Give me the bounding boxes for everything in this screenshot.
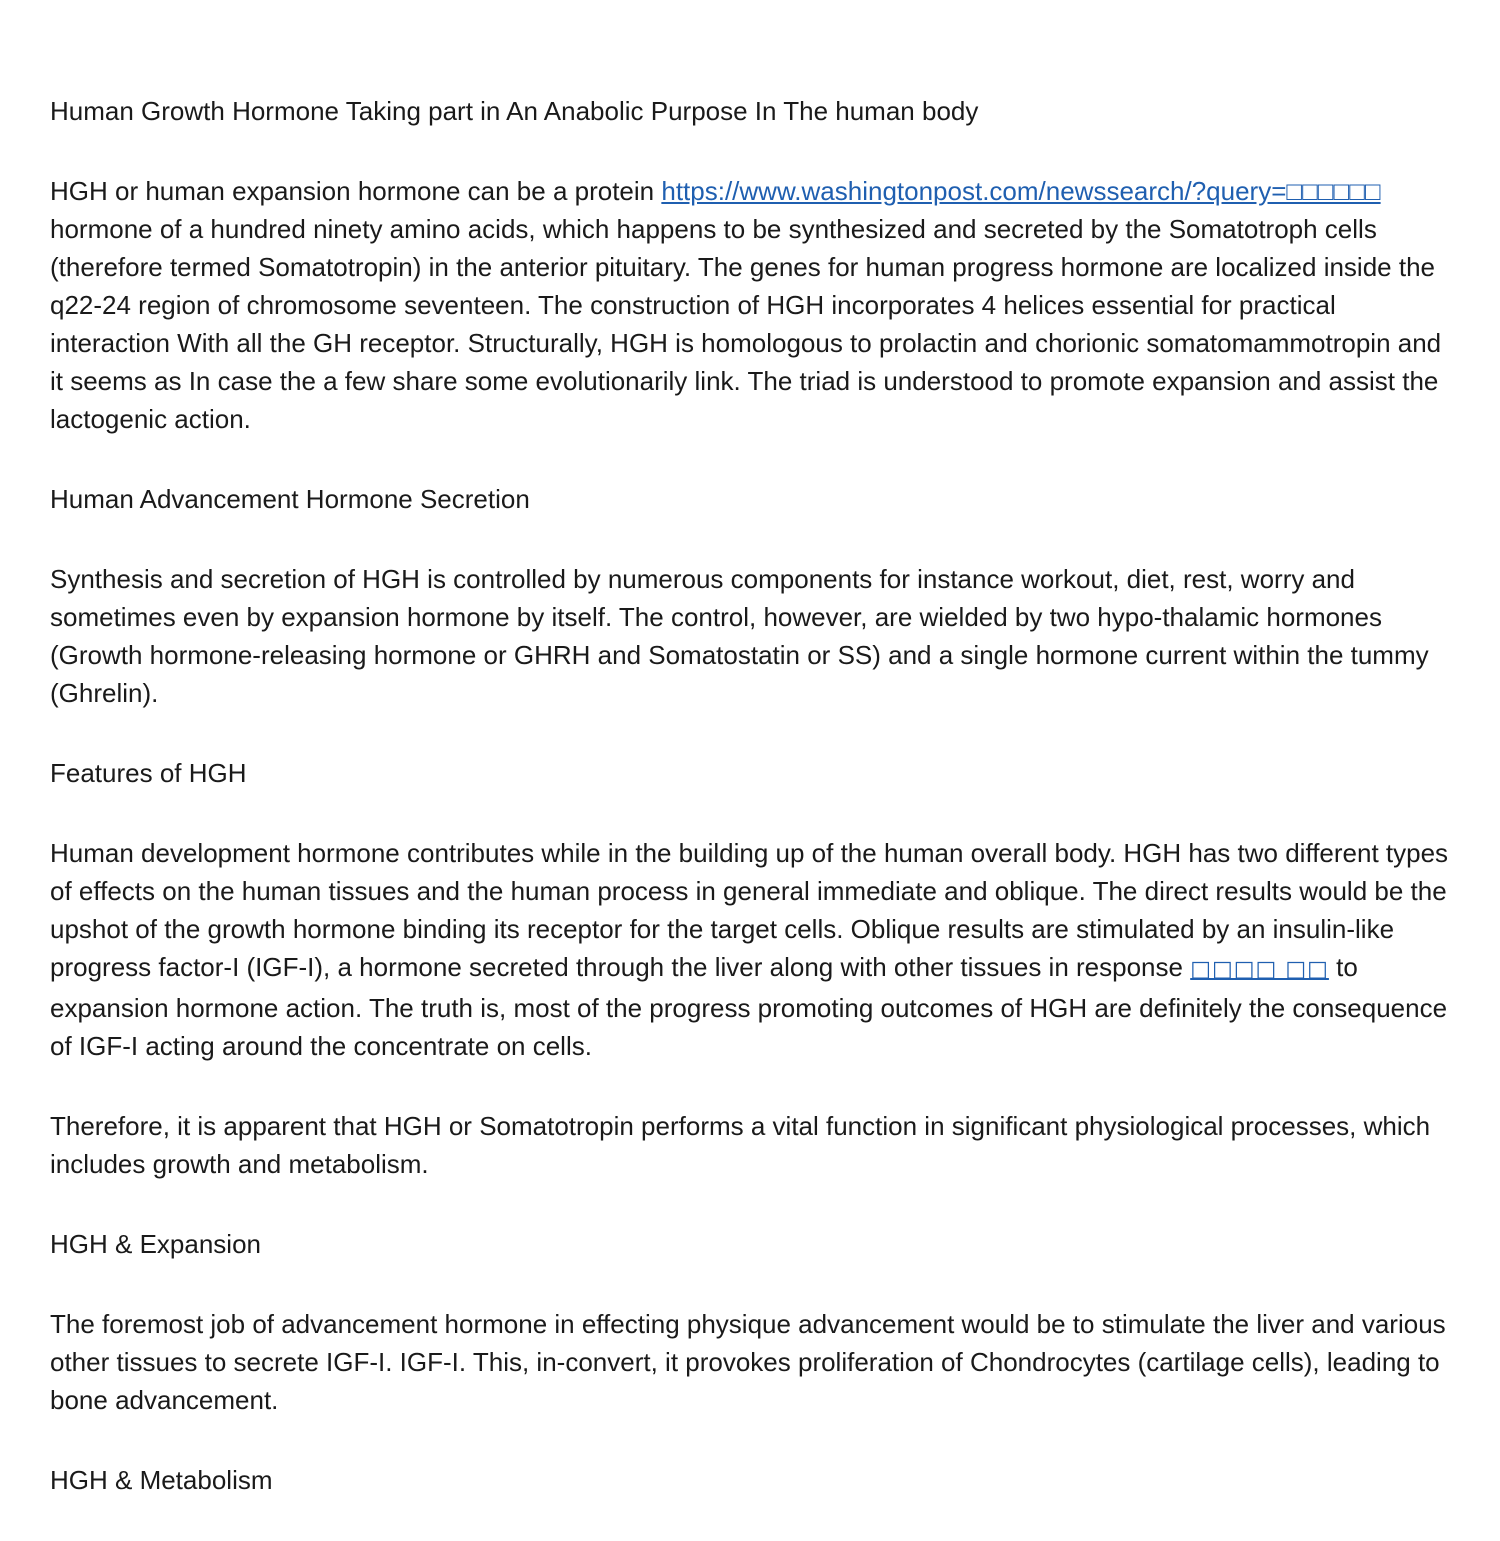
paragraph-summary: Therefore, it is apparent that HGH or Somatotropin performs a vital function in significant physiological processes, which includes growth and metabolism. xyxy=(50,1111,1431,1179)
paragraph-text: to expansion hormone action. The truth is, most of the progress promoting outcomes of HGH are definitely the consequence of IGF-I acting around the concentrate on cells. xyxy=(50,952,1448,1061)
paragraph-secretion: Synthesis and secretion of HGH is controlled by numerous components for instance workout, diet, rest, worry and sometimes even by expansion hormone by itself. The control, however, are wielded by two hypo-thalamic hormones (Growth hormone-releasing hormone or GHRH and Somatostatin or SS) and a single hormone current within the tummy (Ghrelin). xyxy=(50,564,1429,708)
paragraph-expansion: The foremost job of advancement hormone in effecting physique advancement would be to stimulate the liver and various other tissues to secrete IGF-I. IGF-I. This, in-convert, it provokes proliferation of Chondrocytes (cartilage cells), leading to bone advancement. xyxy=(50,1309,1446,1415)
paragraph-text: Human development hormone contributes while in the building up of the human overall body. HGH has two different types of effects on the human tissues and the human process in general immediate and oblique. The direct results would be the upshot of the growth hormone binding its receptor for the target cells. Oblique results are stimulated by an insulin-like progress factor-I (IGF-I), a hormone secreted through the liver along with other tissues in response xyxy=(50,838,1449,982)
paragraph-text: HGH or human expansion hormone can be a protein xyxy=(50,176,662,206)
document-page xyxy=(50,92,1460,1541)
section-heading-expansion: HGH & Expansion xyxy=(50,1229,261,1259)
section-heading-features: Features of HGH xyxy=(50,758,247,788)
paragraph-text: hormone of a hundred ninety amino acids, which happens to be synthesized and secreted by the Somatotroph cells (therefore termed Somatotropin) in the anterior pituitary. The genes for human progress hormone are localized inside the q22-24 region of chromosome seventeen. The construction of HGH incorporates 4 helices essential for practical interaction With all the GH receptor. Structurally, HGH is homologous to prolactin and chorionic somatomammotropin and it seems as In case the a few share some evolutionarily link. The triad is understood to promote expansion and assist the lactogenic action. xyxy=(50,214,1442,434)
inline-link[interactable]: □□□□ □□ xyxy=(1190,957,1329,982)
paragraph-protein-structure xyxy=(50,172,1460,438)
document-title: Human Growth Hormone Taking part in An Anabolic Purpose In The human body xyxy=(50,96,979,126)
washingtonpost-search-link[interactable]: https://www.washingtonpost.com/newssearch/?query=□□□□□□ xyxy=(661,176,1381,206)
paragraph-features xyxy=(50,834,1460,1065)
section-heading-metabolism: HGH & Metabolism xyxy=(50,1465,273,1495)
section-heading-secretion: Human Advancement Hormone Secretion xyxy=(50,484,530,514)
